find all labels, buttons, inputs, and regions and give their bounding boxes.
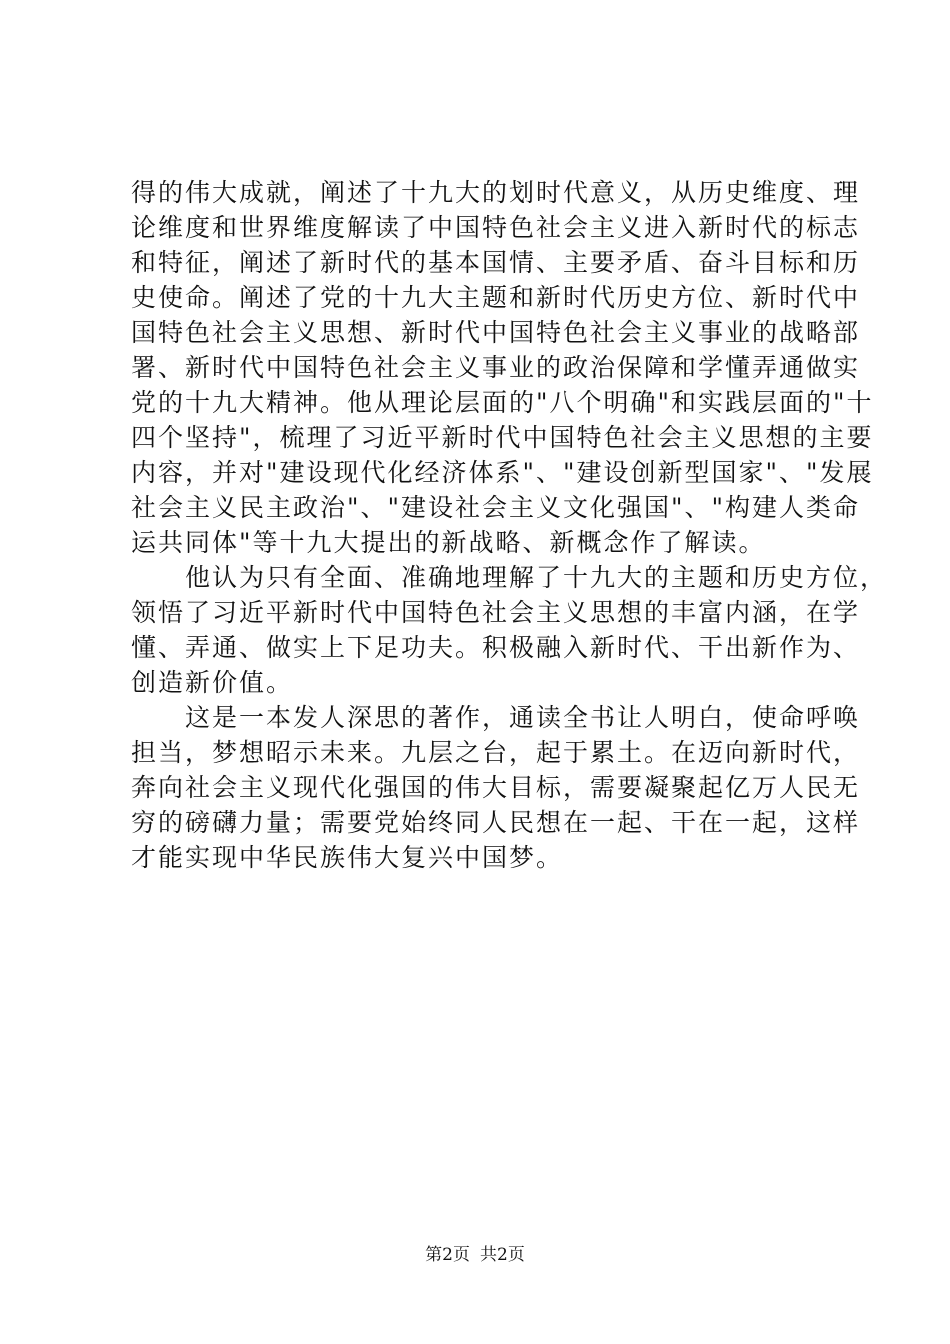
text-line: 史使命。阐述了党的十九大主题和新时代历史方位、新时代中: [131, 283, 861, 312]
text-line: 他认为只有全面、准确地理解了十九大的主题和历史方位，: [185, 563, 888, 592]
paragraph-2: [131, 560, 888, 700]
text-line: 和特征，阐述了新时代的基本国情、主要矛盾、奋斗目标和历: [131, 248, 861, 277]
text-line: 才能实现中华民族伟大复兴中国梦。: [131, 843, 564, 872]
text-line: 奔向社会主义现代化强国的伟大目标，需要凝聚起亿万人民无: [131, 773, 861, 802]
text-line: 党的十九大精神。他从理论层面的"八个明确"和实践层面的"十: [131, 388, 874, 417]
page-number-current: 第2页: [425, 1245, 470, 1265]
paragraph-3: [131, 700, 861, 875]
text-line: 担当，梦想昭示未来。九层之台，起于累土。在迈向新时代，: [131, 738, 861, 767]
text-line: 署、新时代中国特色社会主义事业的政治保障和学懂弄通做实: [131, 353, 861, 382]
text-line: 内容，并对"建设现代化经济体系"、"建设创新型国家"、"发展: [131, 458, 874, 487]
text-line: 创造新价值。: [131, 668, 294, 697]
text-line: 得的伟大成就，阐述了十九大的划时代意义，从历史维度、理: [131, 178, 861, 207]
page-footer: [0, 1240, 950, 1265]
text-line: 社会主义民主政治"、"建设社会主义文化强国"、"构建人类命: [131, 493, 860, 522]
text-line: 论维度和世界维度解读了中国特色社会主义进入新时代的标志: [131, 213, 861, 242]
document-body: [131, 175, 888, 875]
text-line: 这是一本发人深思的著作，通读全书让人明白，使命呼唤: [185, 703, 861, 732]
text-line: 四个坚持"，梳理了习近平新时代中国特色社会主义思想的主要: [131, 423, 874, 452]
text-line: 运共同体"等十九大提出的新战略、新概念作了解读。: [131, 528, 766, 557]
text-line: 穷的磅礴力量；需要党始终同人民想在一起、干在一起，这样: [131, 808, 861, 837]
paragraph-1: [131, 175, 874, 560]
text-line: 国特色社会主义思想、新时代中国特色社会主义事业的战略部: [131, 318, 861, 347]
text-line: 懂、弄通、做实上下足功夫。积极融入新时代、干出新作为、: [131, 633, 861, 662]
page-number-total: 共2页: [480, 1245, 525, 1265]
text-line: 领悟了习近平新时代中国特色社会主义思想的丰富内涵，在学: [131, 598, 861, 627]
